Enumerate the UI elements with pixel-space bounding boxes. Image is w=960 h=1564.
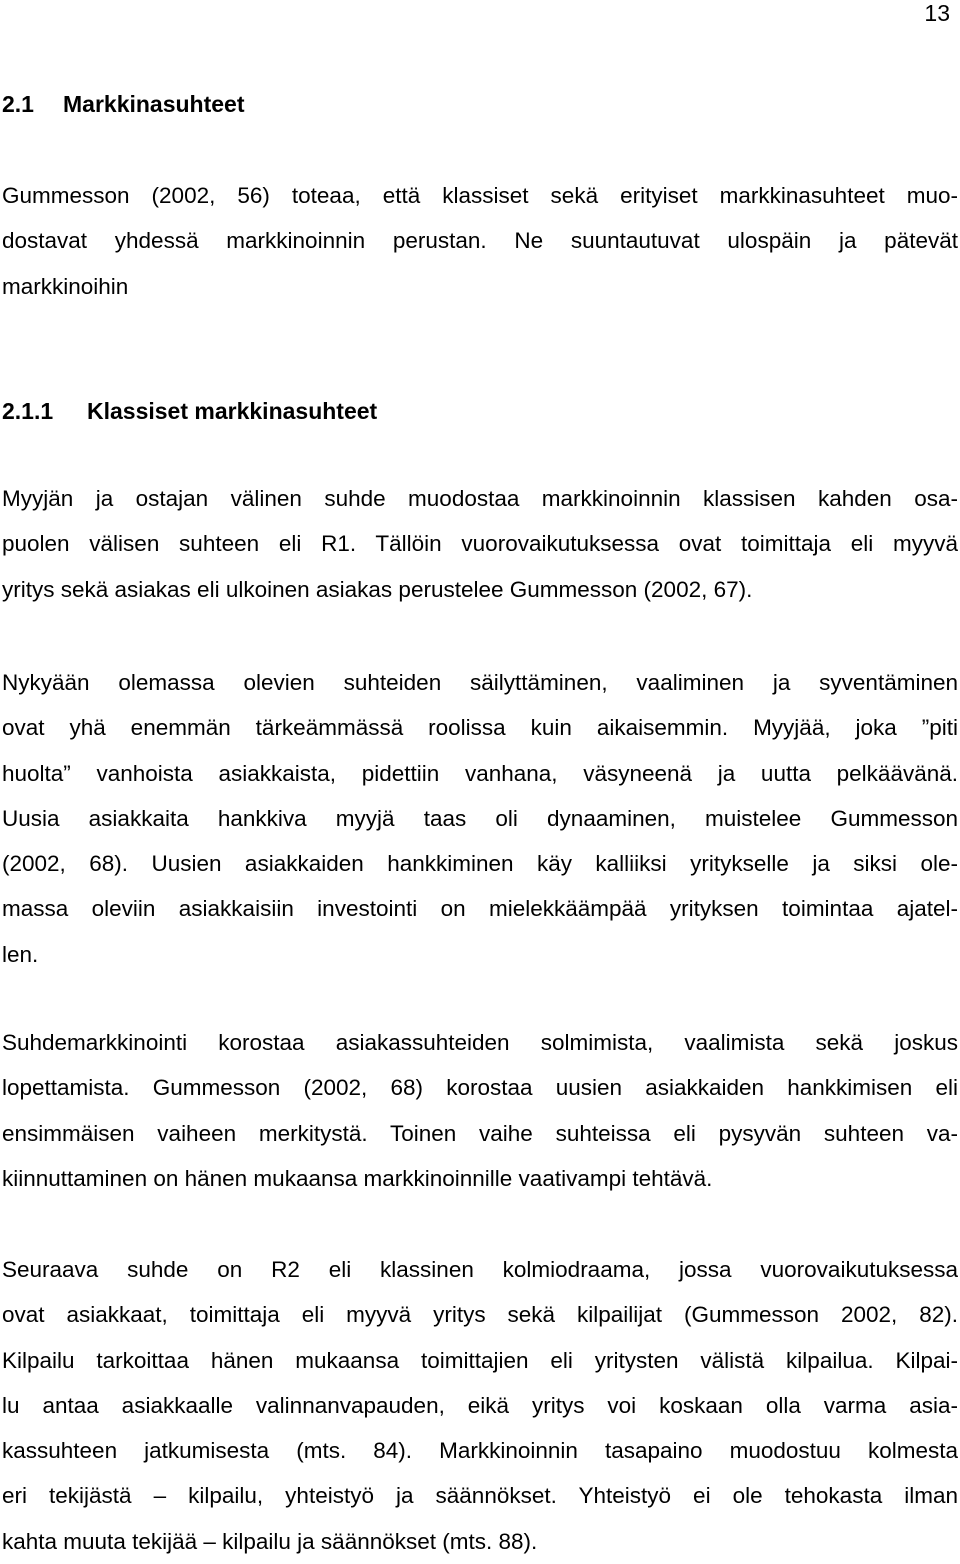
text-line: (2002, 68). Uusien asiakkaiden hankkiminen käy kalliiksi yritykselle ja siksi ole-: [2, 851, 958, 877]
paragraph: [2, 173, 958, 309]
text-line: Myyjän ja ostajan välinen suhde muodostaa markkinoinnin klassisen kahden osa-: [2, 486, 958, 511]
text-line: puolen välisen suhteen eli R1. Tällöin vuorovaikutuksessa ovat toimittaja eli myyvä: [2, 531, 958, 557]
text-line: yritys sekä asiakas eli ulkoinen asiakas perustelee Gummesson (2002, 67).: [2, 576, 753, 602]
text-line: huolta” vanhoista asiakkaista, pidettiin vanhana, väsyneenä ja uutta pelkäävänä.: [2, 760, 958, 786]
text-line: ovat yhä enemmän tärkeämmässä roolissa kuin aikaisemmin. Myyjää, joka ”piti: [2, 715, 958, 741]
paragraph: [2, 476, 958, 612]
text-line: massa oleviin asiakkaisiin investointi on mielekkäämpää yrityksen toimintaa ajatel-: [2, 896, 958, 922]
text-line: Suhdemarkkinointi korostaa asiakassuhteiden solmimista, vaalimista sekä joskus: [2, 1030, 958, 1055]
text-line: len.: [2, 941, 39, 967]
text-line: Uusia asiakkaita hankkiva myyjä taas oli dynaaminen, muistelee Gummesson: [2, 805, 958, 831]
text-line: kassuhteen jatkumisesta (mts. 84). Markkinoinnin tasapaino muodostuu kolmesta: [2, 1438, 958, 1464]
paragraph: [2, 1020, 958, 1201]
paragraph: [2, 1247, 958, 1564]
page-number: 13: [924, 0, 950, 26]
text-line: Kilpailu tarkoittaa hänen mukaansa toimittajien eli yritysten välistä kilpailua. Kilpai-: [2, 1347, 958, 1373]
text-line: markkinoihin: [2, 273, 129, 299]
text-line: ovat asiakkaat, toimittaja eli myyvä yritys sekä kilpailijat (Gummesson 2002, 82).: [2, 1302, 958, 1328]
section-number: 2.1: [2, 91, 34, 117]
section-heading: [2, 90, 245, 118]
subsection-heading: [2, 397, 377, 425]
text-line: dostavat yhdessä markkinoinnin perustan. Ne suuntautuvat ulospäin ja pätevät: [2, 228, 958, 254]
subsection-title: Klassiset markkinasuhteet: [87, 398, 378, 424]
text-line: ensimmäisen vaiheen merkitystä. Toinen vaihe suhteissa eli pysyvän suhteen va-: [2, 1120, 958, 1146]
text-line: lu antaa asiakkaalle valinnanvapauden, eikä yritys voi koskaan olla varma asia-: [2, 1392, 958, 1418]
text-line: Seuraava suhde on R2 eli klassinen kolmiodraama, jossa vuorovaikutuksessa: [2, 1257, 958, 1282]
section-title: Markkinasuhteet: [63, 91, 245, 117]
text-line: eri tekijästä – kilpailu, yhteistyö ja säännökset. Yhteistyö ei ole tehokasta ilman: [2, 1483, 958, 1509]
paragraph: [2, 660, 958, 977]
text-line: lopettamista. Gummesson (2002, 68) korostaa uusien asiakkaiden hankkimisen eli: [2, 1075, 958, 1101]
text-line: kiinnuttaminen on hänen mukaansa markkinoinnille vaativampi tehtävä.: [2, 1165, 713, 1191]
subsection-number: 2.1.1: [2, 398, 54, 424]
text-line: Gummesson (2002, 56) toteaa, että klassiset sekä erityiset markkinasuhteet muo-: [2, 183, 958, 208]
text-line: Nykyään olemassa olevien suhteiden säilyttäminen, vaaliminen ja syventäminen: [2, 670, 958, 695]
text-line: kahta muuta tekijää – kilpailu ja säännökset (mts. 88).: [2, 1528, 538, 1554]
